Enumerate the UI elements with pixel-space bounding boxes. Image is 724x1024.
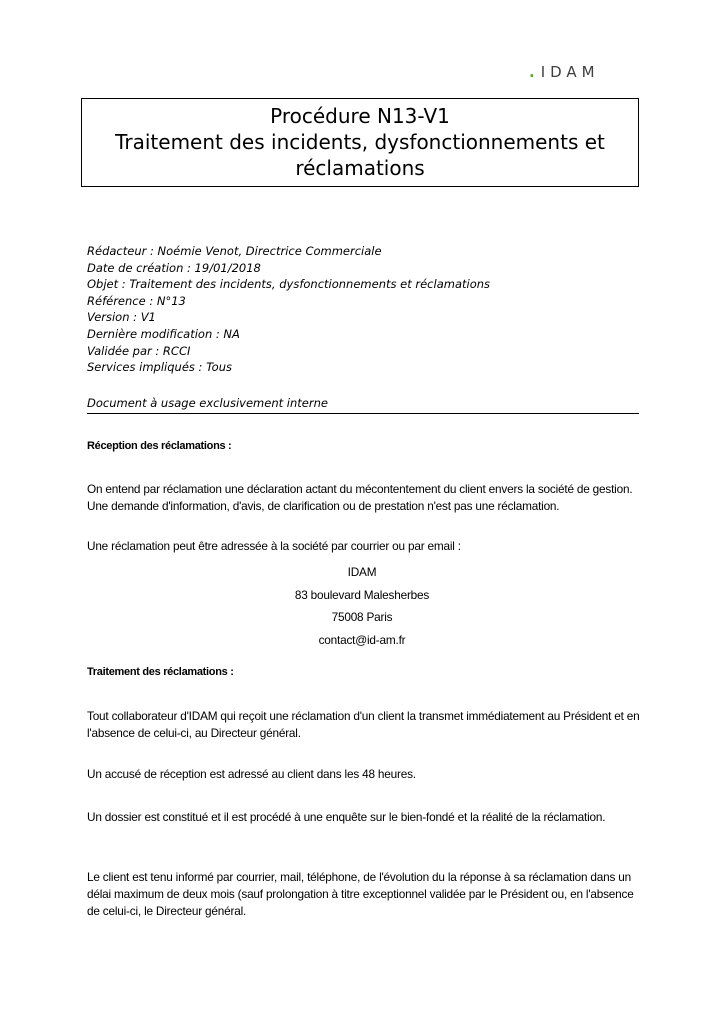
reception-heading: Réception des réclamations :	[87, 440, 232, 452]
meta-services: Services impliqués : Tous	[87, 360, 232, 375]
meta-validated-by: Validée par : RCCI	[87, 343, 191, 358]
meta-creation-date: Date de création : 19/01/2018	[87, 260, 261, 275]
address-street: 83 boulevard Malesherbes	[294, 587, 430, 602]
traitement-client-information: Le client est tenu informé par courrier, mail, téléphone, de l'évolution du la réponse à sa réclamation dans un délai maximum de deux mois (sauf prolongation à titre exceptionnel validée par le Président ou, en l'absence de celui-ci, le Directeur général.	[87, 870, 634, 918]
address-company: IDAM	[347, 565, 377, 579]
meta-author: Rédacteur : Noémie Venot, Directrice Commerciale	[87, 244, 382, 258]
traitement-acknowledgement: Un accusé de réception est adressé au client dans les 48 heures.	[87, 767, 416, 781]
meta-last-modified: Dernière modification : NA	[87, 326, 240, 341]
title-box	[81, 98, 639, 187]
traitement-heading: Traitement des réclamations :	[87, 666, 234, 678]
reception-channels: Une réclamation peut être adressée à la société par courrier ou par email :	[87, 539, 461, 553]
contact-email: contact@id-am.fr	[318, 632, 406, 647]
meta-version: Version : V1	[87, 310, 156, 325]
idam-logo	[529, 63, 600, 81]
logo-text: IDAM	[540, 63, 600, 81]
reception-definition: On entend par réclamation une déclaration actant du mécontentement du client envers la société de gestion. Une demande d'information, d'avis, de clarification ou de prestation n'est pas une réclamation.	[87, 482, 633, 513]
logo-dot: .	[529, 63, 540, 81]
internal-use-notice: Document à usage exclusivement interne	[87, 396, 328, 410]
document-title-line-3: réclamations	[295, 156, 425, 180]
meta-subject: Objet : Traitement des incidents, dysfonctionnements et réclamations	[87, 277, 491, 292]
document-title-line-2: Traitement des incidents, dysfonctionnements et	[115, 130, 605, 154]
traitement-investigation: Un dossier est constitué et il est procédé à une enquête sur le bien-fondé et la réalité de la réclamation.	[87, 810, 606, 824]
address-city: 75008 Paris	[331, 610, 393, 624]
document-title-line-1: Procédure N13-V1	[270, 104, 450, 128]
meta-reference: Référence : N°13	[87, 293, 186, 308]
traitement-transmission: Tout collaborateur d'IDAM qui reçoit une réclamation d'un client la transmet immédiatement au Président et en l'absence de celui-ci, au Directeur général.	[87, 709, 640, 740]
postal-address	[0, 561, 724, 651]
document-metadata	[87, 243, 490, 376]
horizontal-divider	[87, 413, 639, 414]
